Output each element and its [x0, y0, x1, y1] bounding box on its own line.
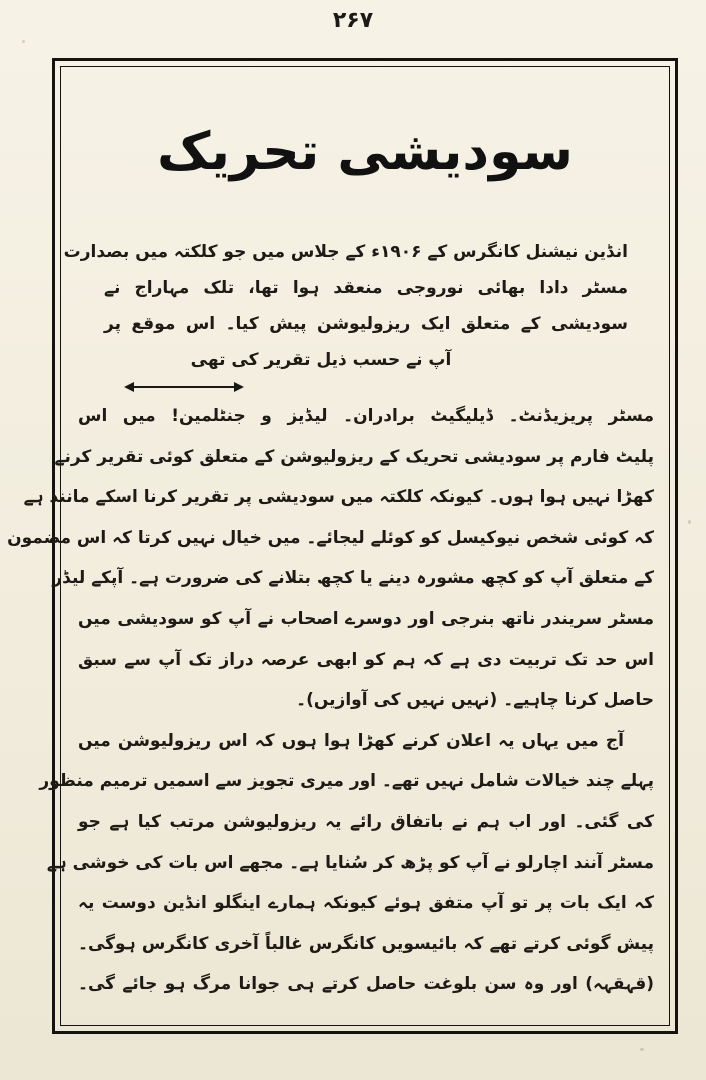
ornamental-divider [124, 380, 244, 394]
speech-line: پیش گوئی کرتے تھے کہ بائیسویں کانگرس غالباً آخری کانگرس ہوگی۔ [78, 933, 654, 954]
speech-line: کے متعلق آپ کو کچھ مشورہ دینے یا کچھ بتلانے کی ضرورت ہے۔ آپکے لیڈر [52, 568, 654, 589]
speech-line: کھڑا نہیں ہوا ہوں۔ کیونکہ کلکتہ میں سودیشی پر تقریر کرنا اسکے مانند ہے [23, 487, 654, 508]
speech-line: (قہقہہ) اور وہ سن بلوغت حاصل کرتے ہی جوانا مرگ ہو جائے گی۔ [78, 974, 654, 995]
speech-text [7, 396, 654, 1005]
speech-line: حاصل کرنا چاہیے۔ (نہیں نہیں کی آوازیں)۔ [296, 690, 654, 711]
page-number: ۲۶۷ [332, 8, 374, 33]
speech-line: کہ ایک بات پر تو آپ متفق ہوئے کیونکہ ہمارے اینگلو انڈین دوست یہ [78, 893, 654, 914]
intro-paragraph [63, 234, 628, 378]
paper-speck [688, 520, 691, 524]
speech-line: مسٹر آنند اچارلو نے آپ کو پڑھ کر سُنایا ہے۔ مجھے اس بات کی خوشی ہے [46, 852, 654, 873]
speech-line: کہ کوئی شخص نیوکیسل کو کوئلے لیجائے۔ میں خیال نہیں کرتا کہ اس مضمون [7, 527, 654, 548]
chapter-title: سودیشی تحریک [157, 122, 573, 182]
paper-speck [640, 1048, 644, 1051]
speech-line: مسٹر پریزیڈنٹ۔ ڈیلیگیٹ برادران۔ لیڈیز و جنٹلمین! میں اس [78, 406, 654, 426]
speech-line: کی گئی۔ اور اب ہم نے باتفاق رائے یہ ریزولیوشن مرتب کیا ہے جو [78, 811, 654, 832]
speech-line: پہلے چند خیالات شامل نہیں تھے۔ اور میری تجویز سے اسمیں ترمیم منظور [39, 771, 654, 792]
speech-line: آج میں یہاں یہ اعلان کرنے کھڑا ہوا ہوں کہ اس ریزولیوشن میں [78, 730, 624, 751]
intro-line: سودیشی کے متعلق ایک ریزولیوشن پیش کیا۔ اس موقع پر [104, 314, 628, 334]
intro-line: انڈین نیشنل کانگرس کے ۱۹۰۶ء کے جلاس میں جو کلکتہ میں بصدارت [63, 242, 628, 262]
intro-line: آپ نے حسب ذیل تقریر کی تھی [190, 350, 452, 370]
intro-line: مسٹر دادا بھائی نوروجی منعقد ہوا تھا، تلک مہاراج نے [104, 278, 628, 298]
paper-speck [22, 40, 25, 43]
speech-line: مسٹر سریندر ناتھ بنرجی اور دوسرے اصحاب نے آپ کو سودیشی میں [78, 608, 654, 629]
speech-line: اس حد تک تربیت دی ہے کہ ہم کو ابھی عرصہ دراز تک آپ سے سبق [78, 649, 654, 670]
speech-line: پلیٹ فارم پر سودیشی تحریک کے ریزولیوشن کے متعلق کوئی تقریر کرنے [54, 446, 654, 467]
